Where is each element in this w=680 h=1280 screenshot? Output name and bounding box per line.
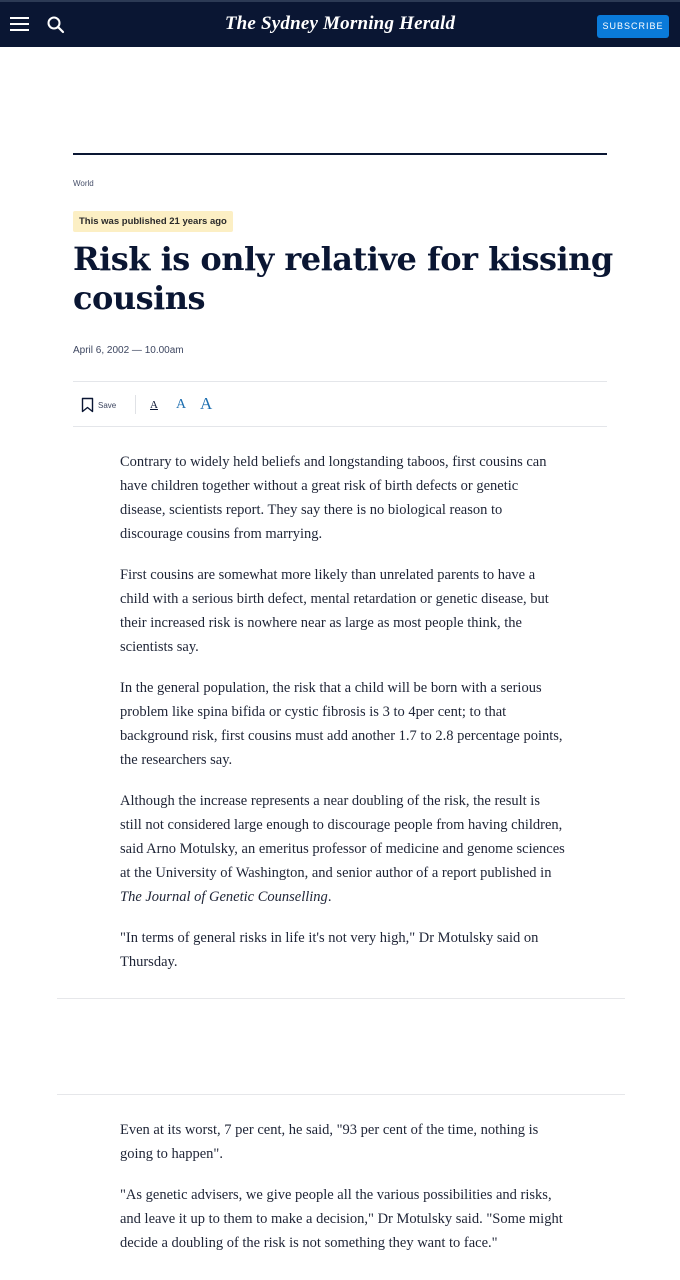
article-toolbar [73, 381, 607, 427]
ad-slot-top-divider [57, 998, 625, 999]
font-size-small-button[interactable]: A [150, 399, 158, 411]
font-size-medium-button[interactable]: A [176, 397, 187, 412]
ad-slot-bottom-divider [57, 1094, 625, 1095]
subscribe-button[interactable]: SUBSCRIBE [597, 15, 669, 38]
header-divider [73, 153, 607, 155]
top-navigation-bar [0, 0, 680, 47]
article-paragraph: Even at its worst, 7 per cent, he said, "93 per cent of the time, nothing is going to happen". [120, 1122, 539, 1162]
article-paragraph: "In terms of general risks in life it's not very high," Dr Motulsky said on Thursday. [120, 930, 539, 970]
article-paragraph: First cousins are somewhat more likely than unrelated parents to have a child with a serious birth defect, mental retardation or genetic disease, but their increased risk is nowhere near as large as most people think, the scientists say. [120, 567, 549, 655]
section-label[interactable]: World [73, 179, 94, 188]
journal-title: The Journal of Genetic Counselling [120, 889, 328, 905]
masthead-logo[interactable]: The Sydney Morning Herald [224, 13, 456, 34]
toolbar-divider [135, 395, 136, 414]
article-age-badge: This was published 21 years ago [73, 211, 233, 232]
article-headline: Risk is only relative for kissing cousins [73, 240, 613, 317]
bookmark-icon [81, 397, 94, 413]
article-paragraph [120, 789, 565, 909]
article-body [120, 450, 565, 991]
article-body-continued [120, 1118, 565, 1272]
save-button[interactable] [81, 396, 116, 414]
article-paragraph: "As genetic advisers, we give people all the various possibilities and risks, and leave it up to them to make a decision," Dr Motulsky said. "Some might decide a doubling of the risk is not something they want to face." [120, 1187, 563, 1251]
article-paragraph: In the general population, the risk that a child will be born with a serious problem like spina bifida or cystic fibrosis is 3 to 4per cent; to that background risk, first cousins must add another 1.7 to 2.8 percentage points, the researchers say. [120, 680, 563, 768]
font-size-large-button[interactable]: A [200, 394, 213, 413]
article-dateline: April 6, 2002 — 10.00am [73, 345, 184, 356]
paragraph-end: . [327, 889, 332, 905]
paragraph-text: Although the increase represents a near doubling of the risk, the result is still not considered large enough to discourage people from having children, said Arno Motulsky, an emeritus professor of medicine and genome sciences at the University of Washington, and senior author of a report published in [120, 793, 565, 881]
article-paragraph: Contrary to widely held beliefs and longstanding taboos, first cousins can have children together without a great risk of birth defects or genetic disease, scientists report. They say there is no biological reason to discourage cousins from marrying. [120, 454, 547, 542]
save-label: Save [98, 400, 117, 410]
